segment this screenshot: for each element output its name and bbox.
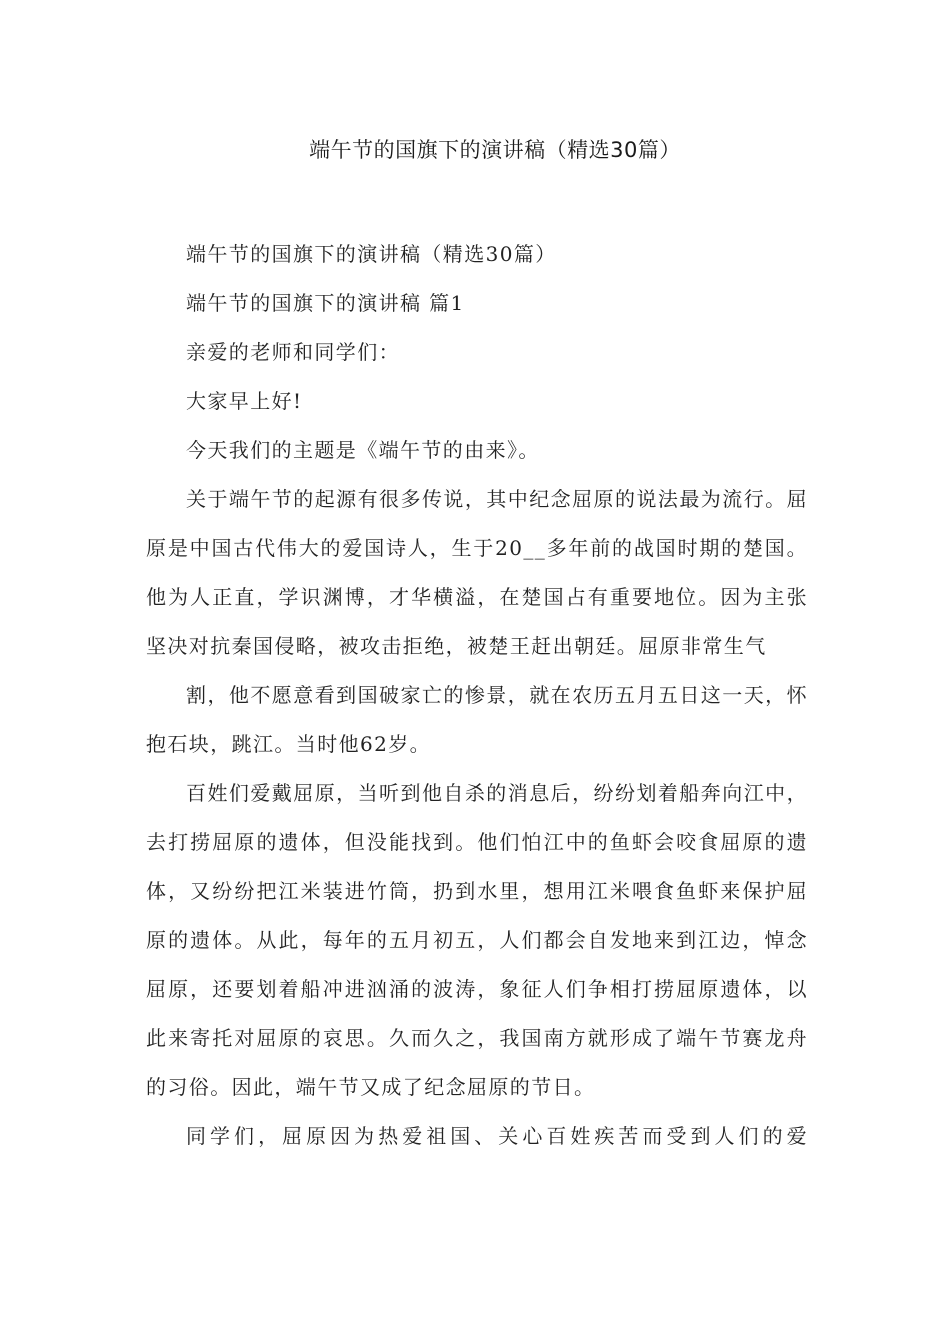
document-title: 端午节的国旗下的演讲稿（精选30篇）: [309, 138, 681, 162]
paragraph-section-heading: 端午节的国旗下的演讲稿 篇1: [186, 291, 465, 315]
paragraph-students: 同学们，屈原因为热爱祖国、关心百姓疾苦而受到人们的爱: [186, 1124, 808, 1148]
paragraph-qu-yuan-death: 割，他不愿意看到国破家亡的惨景，就在农历五月五日这一天，怀抱石块，跳江。当时他62岁。: [146, 683, 808, 756]
paragraph-salutation: 亲爱的老师和同学们：: [186, 340, 400, 364]
document-body: [146, 230, 808, 1161]
paragraph-topic: 今天我们的主题是《端午节的由来》。: [186, 438, 540, 462]
paragraph-origin: 关于端午节的起源有很多传说，其中纪念屈原的说法最为流行。屈原是中国古代伟大的爱国诗人，生于20__多年前的战国时期的楚国。他为人正直，学识渊博，才华横溢，在楚国占有重要地位。因为主张坚决对抗秦国侵略，被攻击拒绝，被楚王赶出朝廷。屈原非常生气: [146, 487, 808, 658]
paragraph-people-mourning: 百姓们爱戴屈原，当听到他自杀的消息后，纷纷划着船奔向江中，去打捞屈原的遗体，但没能找到。他们怕江中的鱼虾会咬食屈原的遗体，又纷纷把江米装进竹筒，扔到水里，想用江米喂食鱼虾来保护屈原的遗体。从此，每年的五月初五，人们都会自发地来到江边，悼念屈原，还要划着船冲进汹涌的波涛，象征人们争相打捞屈原遗体，以此来寄托对屈原的哀思。久而久之，我国南方就形成了端午节赛龙舟的习俗。因此，端午节又成了纪念屈原的节日。: [146, 781, 808, 1099]
paragraph-subtitle: 端午节的国旗下的演讲稿（精选30篇）: [186, 242, 557, 266]
paragraph-greeting: 大家早上好!: [186, 389, 303, 413]
